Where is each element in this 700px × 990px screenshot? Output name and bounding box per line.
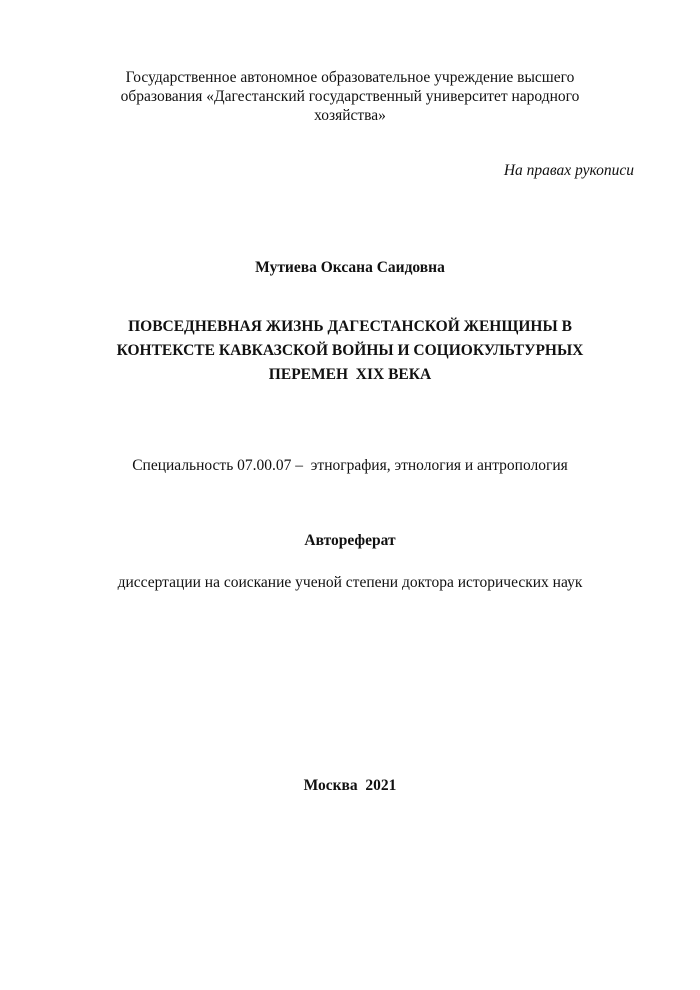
institution-name: [95, 68, 605, 125]
document-purpose: диссертации на соискание ученой степени доктора исторических наук: [117, 574, 583, 591]
title-line-2: КОНТЕКСТЕ КАВКАЗСКОЙ ВОЙНЫ И СОЦИОКУЛЬТУРНЫХ: [116, 342, 584, 359]
title-line-3: ПЕРЕМЕН XIX ВЕКА: [268, 366, 432, 383]
institution-line-2: образования «Дагестанский государственный университет народного: [120, 88, 580, 105]
place-and-year: Москва 2021: [303, 777, 397, 794]
dissertation-title: [0, 315, 700, 387]
author-name: Мутиева Оксана Саидовна: [255, 259, 445, 276]
document-type: Автореферат: [304, 532, 396, 549]
institution-line-1: Государственное автономное образовательное учреждение высшего: [125, 69, 575, 86]
title-line-1: ПОВСЕДНЕВНАЯ ЖИЗНЬ ДАГЕСТАНСКОЙ ЖЕНЩИНЫ В: [128, 318, 572, 335]
institution-line-3: хозяйства»: [314, 107, 386, 124]
manuscript-note: На правах рукописи: [503, 162, 634, 179]
specialty-line: Специальность 07.00.07 – этнография, этнология и антропология: [132, 457, 568, 474]
